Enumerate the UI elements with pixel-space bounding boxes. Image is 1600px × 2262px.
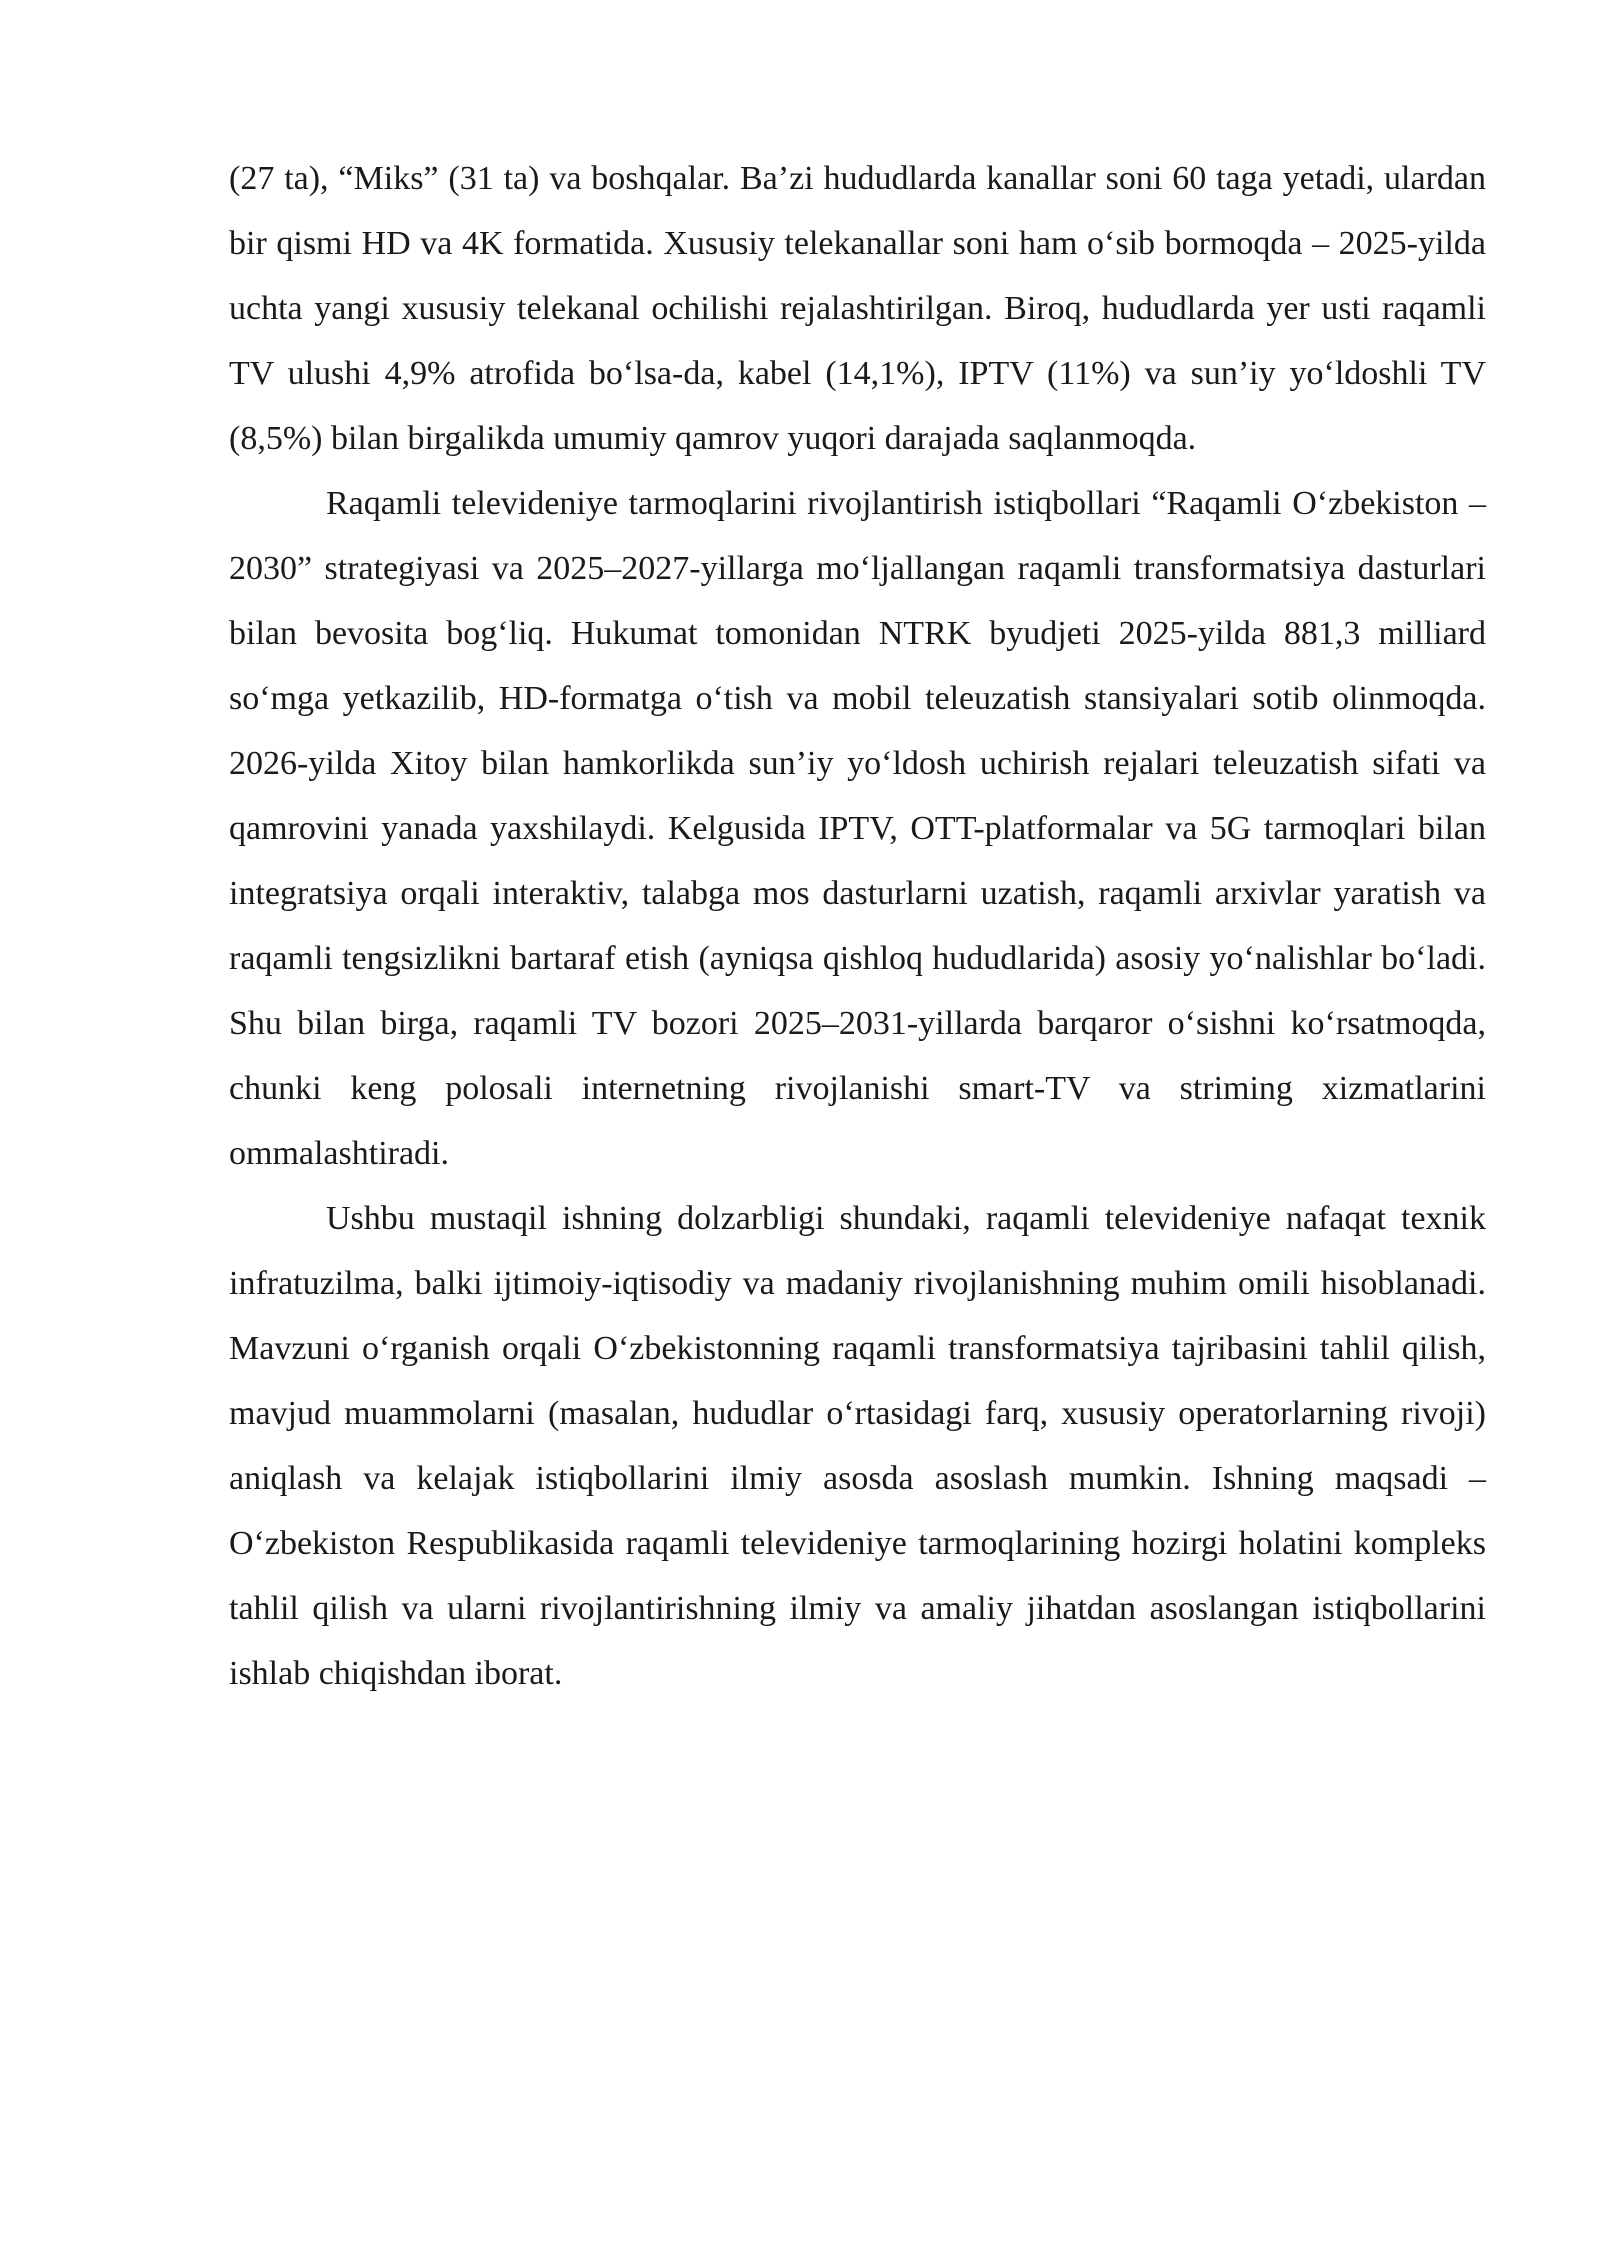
paragraph-relevance: Ushbu mustaqil ishning dolzarbligi shundaki, raqamli televideniye nafaqat texnik infratuzilma, balki ijtimoiy-iqtisodiy va madaniy rivojlanishning muhim omili hisoblanadi. Mavzuni oʻrganish orqali Oʻzbekistonning raqamli transformatsiya tajribasini tahlil qilish, mavjud muammolarni (masalan, hududlar oʻrtasidagi farq, xususiy operatorlarning rivoji) aniqlash va kelajak istiqbollarini ilmiy asosda asoslash mumkin. Ishning maqsadi – Oʻzbekiston Respublikasida raqamli televideniye tarmoqlarining hozirgi holatini kompleks tahlil qilish va ularni rivojlantirishning ilmiy va amaliy jihatdan asoslangan istiqbollarini ishlab chiqishdan iborat. bbox=[229, 1200, 1486, 1692]
paragraph-continuation: (27 ta), “Miks” (31 ta) va boshqalar. Ba’zi hududlarda kanallar soni 60 taga yetadi, ulardan bir qismi HD va 4K formatida. Xususiy telekanallar soni ham oʻsib bormoqda – 2025-yilda uchta yangi xususiy telekanal ochilishi rejalashtirilgan. Biroq, hududlarda yer usti raqamli TV ulushi 4,9% atrofida boʻlsa-da, kabel (14,1%), IPTV (11%) va sun’iy yoʻldoshli TV (8,5%) bilan birgalikda umumiy qamrov yuqori darajada saqlanmoqda. bbox=[229, 160, 1486, 457]
document-body bbox=[229, 146, 1486, 1706]
paragraph-prospects: Raqamli televideniye tarmoqlarini rivojlantirish istiqbollari “Raqamli Oʻzbekiston – 2030” strategiyasi va 2025–2027-yillarga moʻljallangan raqamli transformatsiya dasturlari bilan bevosita bogʻliq. Hukumat tomonidan NTRK byudjeti 2025-yilda 881,3 milliard soʻmga yetkazilib, HD-formatga oʻtish va mobil teleuzatish stansiyalari sotib olinmoqda. 2026-yilda Xitoy bilan hamkorlikda sun’iy yoʻldosh uchirish rejalari teleuzatish sifati va qamrovini yanada yaxshilaydi. Kelgusida IPTV, OTT-platformalar va 5G tarmoqlari bilan integratsiya orqali interaktiv, talabga mos dasturlarni uzatish, raqamli arxivlar yaratish va raqamli tengsizlikni bartaraf etish (ayniqsa qishloq hududlarida) asosiy yoʻnalishlar boʻladi. Shu bilan birga, raqamli TV bozori 2025–2031-yillarda barqaror oʻsishni koʻrsatmoqda, chunki keng polosali internetning rivojlanishi smart-TV va striming xizmatlarini ommalashtiradi. bbox=[229, 485, 1486, 1172]
